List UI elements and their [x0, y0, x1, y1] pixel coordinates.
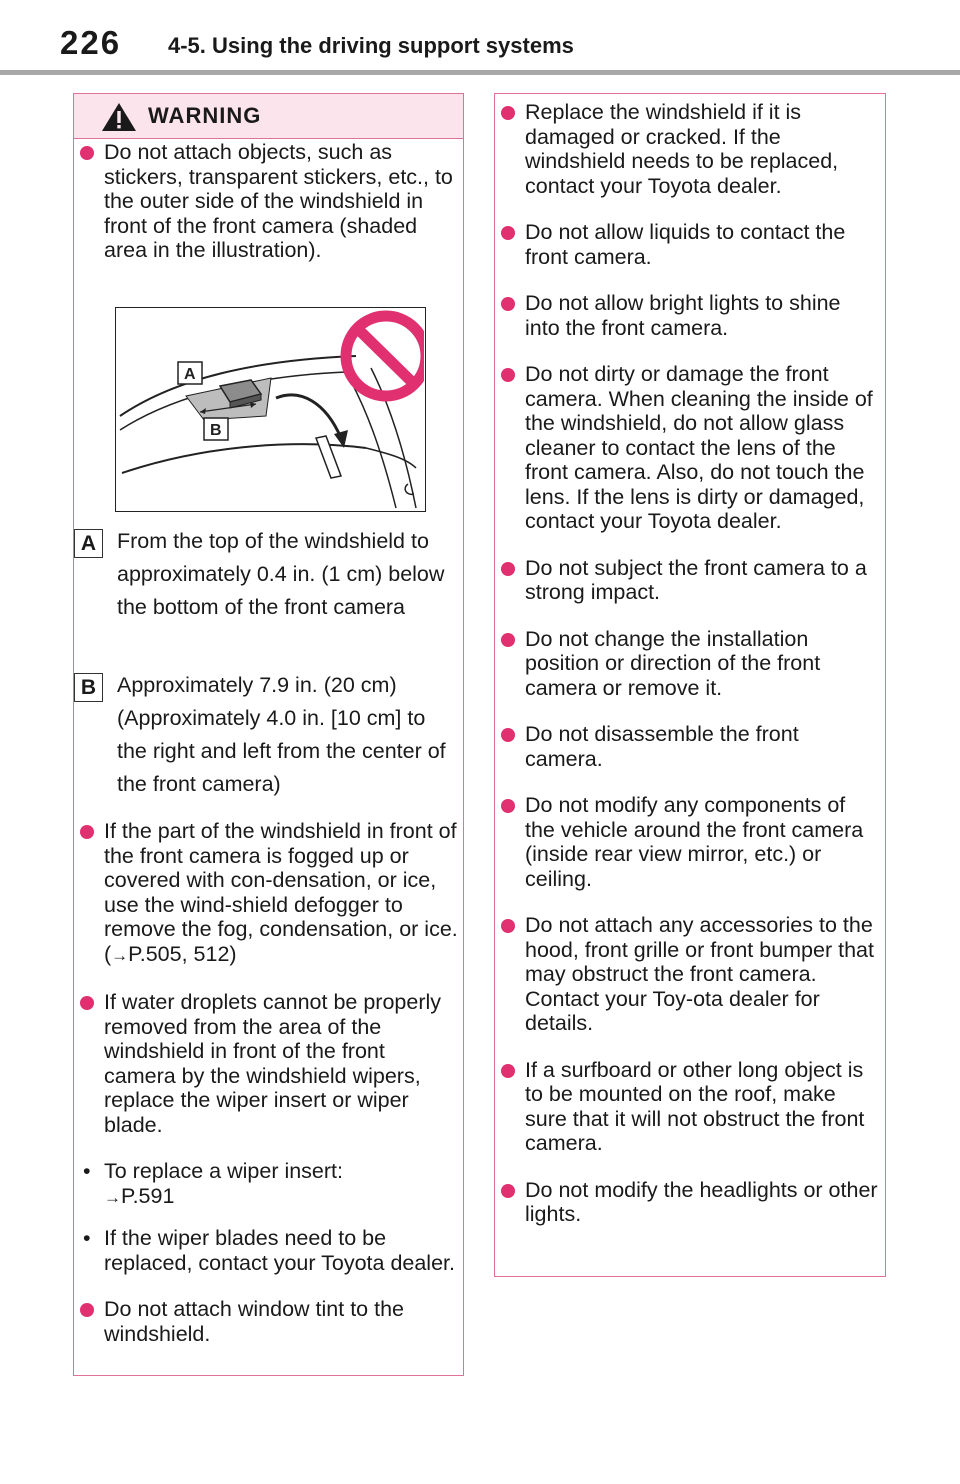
- illustration-label-b: B: [210, 422, 222, 439]
- prohibited-icon: [346, 316, 424, 396]
- page-header: [0, 0, 960, 78]
- bullet-liquids: Do not allow liquids to contact the front camera.: [497, 220, 881, 269]
- warning-header: [74, 94, 463, 139]
- bullet-bright-lights: Do not allow bright lights to shine into the front camera.: [497, 291, 881, 340]
- bullet-disassemble: Do not disassemble the front camera.: [497, 722, 881, 771]
- bullet-water-droplets: If water droplets cannot be properly removed from the area of the windshield in front of the front camera by the windshield wipers, replace the wiper insert or wiper blade.: [76, 990, 459, 1137]
- label-b-box: B: [74, 673, 103, 702]
- bullet-icon: [501, 562, 515, 576]
- bullet-impact: Do not subject the front camera to a strong impact.: [497, 556, 881, 605]
- section-title: 4-5. Using the driving support systems: [168, 33, 574, 58]
- bullet-icon: [501, 919, 515, 933]
- page-reference: (→P.505, 512): [104, 941, 237, 966]
- page-reference: →P.591: [104, 1183, 175, 1208]
- bullet-defogger: If the part of the windshield in front of the front camera is fogged up or covered with con-densation, or ice, use the wind-shield defogger to remove the fog, condensation, or ice. (→P.505, 512): [76, 819, 459, 968]
- warning-box-left: [73, 93, 464, 1376]
- warning-left-bullets: [76, 819, 459, 1368]
- bullet-replace-windshield: Replace the windshield if it is damaged or cracked. If the windshield needs to be replaced, contact your Toyota dealer.: [497, 100, 881, 198]
- bullet-headlights: Do not modify the headlights or other lights.: [497, 1178, 881, 1227]
- page-number: 226: [60, 24, 122, 61]
- bullet-icon: [501, 633, 515, 647]
- bullet-accessories: Do not attach any accessories to the hood, front grille or front bumper that may obstruct the front camera. Contact your Toy-ota dealer for details.: [497, 913, 881, 1036]
- bullet-modify-components: Do not modify any components of the vehicle around the front camera (inside rear view mirror, etc.) or ceiling.: [497, 793, 881, 891]
- warning-triangle-icon: [101, 102, 137, 132]
- sub-item-wiper-insert: • To replace a wiper insert: →P.591: [83, 1159, 343, 1208]
- bullet-installation: Do not change the installation position or direction of the front camera or remove it.: [497, 627, 881, 701]
- label-a-text: From the top of the windshield to approximately 0.4 in. (1 cm) below the bottom of the front camera: [117, 529, 445, 619]
- bullet-icon: [501, 728, 515, 742]
- bullet-icon: [501, 1184, 515, 1198]
- sub-item-wiper-blades: • If the wiper blades need to be replaced, contact your Toyota dealer.: [83, 1226, 455, 1275]
- bullet-window-tint: Do not attach window tint to the windshield.: [76, 1297, 459, 1346]
- bullet-icon: [501, 106, 515, 120]
- warning-title: WARNING: [148, 103, 262, 128]
- bullet-icon: [80, 146, 94, 160]
- label-a-box: A: [74, 529, 103, 558]
- bullet-icon: [501, 799, 515, 813]
- windshield-camera-drawing: [116, 308, 424, 510]
- arrow-right-icon: →: [104, 1187, 121, 1207]
- bullet-icon: [80, 996, 94, 1010]
- warning-right-content: [497, 100, 881, 1249]
- arrow-right-icon: →: [111, 945, 129, 965]
- bullet-icon: [80, 825, 94, 839]
- warning-intro: Do not attach objects, such as stickers, transparent stickers, etc., to the outer side of the windshield in front of the front camera (shaded area in the illustration).: [76, 140, 459, 263]
- bullet-surfboard: If a surfboard or other long object is to be mounted on the roof, make sure that it will not obstruct the front camera.: [497, 1058, 881, 1156]
- bullet-dirty-damage: Do not dirty or damage the front camera. When cleaning the inside of the windshield, do not allow glass cleaner to contact the lens of the front camera. Also, do not touch the lens. If the lens is dirty or damaged, contact your Toyota dealer.: [497, 362, 881, 534]
- bullet-icon: [80, 1303, 94, 1317]
- label-b-text: Approximately 7.9 in. (20 cm) (Approximately 4.0 in. [10 cm] to the right and left from the center of the front camera): [117, 673, 446, 796]
- bullet-icon: [501, 1064, 515, 1078]
- front-camera-illustration: [115, 307, 426, 512]
- illustration-label-a: A: [184, 366, 196, 383]
- header-divider: [0, 70, 960, 75]
- warning-left-content: [76, 140, 459, 285]
- bullet-icon: [501, 368, 515, 382]
- bullet-icon: [501, 297, 515, 311]
- bullet-icon: [501, 226, 515, 240]
- warning-box-right: [494, 93, 886, 1277]
